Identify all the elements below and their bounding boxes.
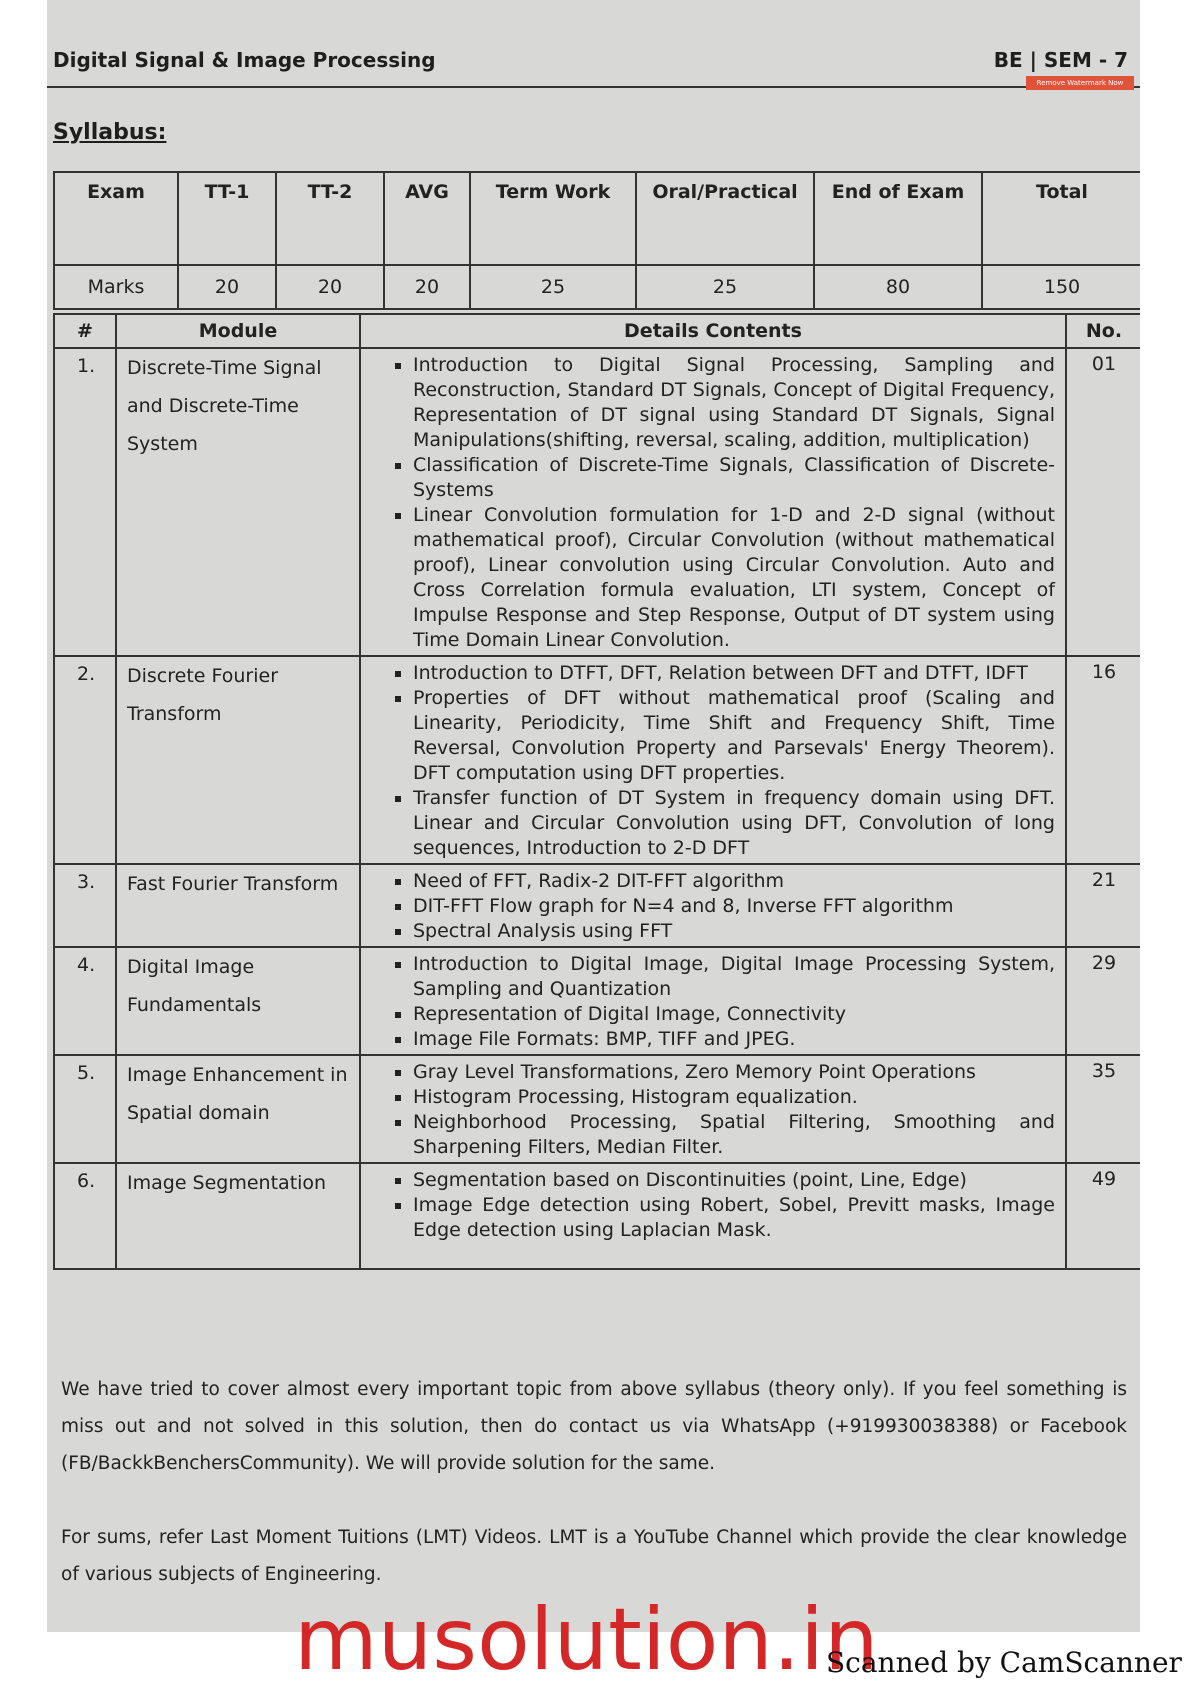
page-number: 49 xyxy=(1066,1163,1140,1269)
exam-marks-row xyxy=(54,265,1140,309)
exam-header-cell: TT-2 xyxy=(276,172,384,265)
exam-header-row xyxy=(54,172,1140,265)
table-row xyxy=(54,656,1140,864)
syllabus-heading: Syllabus: xyxy=(53,120,167,145)
exam-value-cell: 20 xyxy=(276,265,384,309)
module-details xyxy=(360,1055,1066,1163)
subject-title: Digital Signal & Image Processing xyxy=(53,48,436,72)
syllabus-header-row xyxy=(54,314,1140,348)
module-name: Digital Image Fundamentals xyxy=(116,947,360,1055)
exam-value-cell: Marks xyxy=(54,265,178,309)
module-name: Fast Fourier Transform xyxy=(116,864,360,947)
exam-marks-table xyxy=(53,171,1140,310)
module-name: Image Segmentation xyxy=(116,1163,360,1269)
module-name: Discrete-Time Signal and Discrete-Time System xyxy=(116,348,360,656)
detail-item: ▪ Neighborhood Processing, Spatial Filtering, Smoothing and Sharpening Filters, Median Filter. xyxy=(413,1110,1055,1160)
exam-header-cell: End of Exam xyxy=(814,172,982,265)
module-number: 5. xyxy=(54,1055,116,1163)
exam-header-cell: Oral/Practical xyxy=(636,172,814,265)
detail-item: ▪ DIT-FFT Flow graph for N=4 and 8, Inverse FFT algorithm xyxy=(413,894,1055,919)
module-details xyxy=(360,947,1066,1055)
detail-item: ▪ Need of FFT, Radix-2 DIT-FFT algorithm xyxy=(413,869,1055,894)
detail-item: ▪ Introduction to Digital Image, Digital Image Processing System, Sampling and Quantization xyxy=(413,952,1055,1002)
module-number: 3. xyxy=(54,864,116,947)
detail-item: ▪ Linear Convolution formulation for 1-D and 2-D signal (without mathematical proof), Circular Convolution (without mathematical proof), Linear convolution using Circular Convolution. Auto and Cross Correlation formula evaluation, LTI system, Concept of Impulse Response and Step Response, Output of DT system using Time Domain Linear Convolution. xyxy=(413,503,1055,653)
exam-header-cell: AVG xyxy=(384,172,470,265)
module-number: 4. xyxy=(54,947,116,1055)
exam-value-cell: 20 xyxy=(178,265,276,309)
exam-value-cell: 80 xyxy=(814,265,982,309)
syllabus-table xyxy=(53,313,1140,1270)
semester-label: BE | SEM - 7 xyxy=(993,48,1128,72)
detail-item: ▪ Properties of DFT without mathematical proof (Scaling and Linearity, Periodicity, Time Shift and Frequency Shift, Time Reversal, Convolution Property and Parsevals' Energy Theorem). DFT computation using DFT properties. xyxy=(413,686,1055,786)
module-details xyxy=(360,656,1066,864)
module-details xyxy=(360,348,1066,656)
exam-value-cell: 25 xyxy=(470,265,636,309)
detail-item: ▪ Classification of Discrete-Time Signals, Classification of Discrete-Systems xyxy=(413,453,1055,503)
detail-item: ▪ Transfer function of DT System in frequency domain using DFT. Linear and Circular Convolution using DFT, Convolution of long sequences, Introduction to 2-D DFT xyxy=(413,786,1055,861)
remove-watermark-button[interactable]: Remove Watermark Now xyxy=(1026,76,1134,90)
table-row xyxy=(54,1055,1140,1163)
detail-item: ▪ Segmentation based on Discontinuities (point, Line, Edge) xyxy=(413,1168,1055,1193)
table-row xyxy=(54,348,1140,656)
page-number: 21 xyxy=(1066,864,1140,947)
module-name: Discrete Fourier Transform xyxy=(116,656,360,864)
contact-paragraph: We have tried to cover almost every important topic from above syllabus (theory only). If you feel something is miss out and not solved in this solution, then do contact us via WhatsApp (+919930038388) or Facebook (FB/BackkBenchersCommunity). We will provide solution for the same. xyxy=(61,1378,1127,1474)
header-divider xyxy=(47,86,1140,88)
col-header-details: Details Contents xyxy=(360,314,1066,348)
detail-item: ▪ Introduction to Digital Signal Processing, Sampling and Reconstruction, Standard DT Signals, Concept of Digital Frequency, Representation of DT signal using Standard DT Signals, Signal Manipulations(shifting, reversal, scaling, addition, multiplication) xyxy=(413,353,1055,453)
camscanner-label: Scanned by CamScanner xyxy=(826,1646,1182,1679)
module-details xyxy=(360,864,1066,947)
col-header-number: # xyxy=(54,314,116,348)
module-number: 6. xyxy=(54,1163,116,1269)
module-details xyxy=(360,1163,1066,1269)
table-row xyxy=(54,1163,1140,1269)
module-number: 2. xyxy=(54,656,116,864)
page-number: 01 xyxy=(1066,348,1140,656)
table-row xyxy=(54,864,1140,947)
detail-item: ▪ Introduction to DTFT, DFT, Relation between DFT and DTFT, IDFT xyxy=(413,661,1055,686)
page-number: 16 xyxy=(1066,656,1140,864)
page-number: 29 xyxy=(1066,947,1140,1055)
detail-item: ▪ Image Edge detection using Robert, Sobel, Previtt masks, Image Edge detection using Laplacian Mask. xyxy=(413,1193,1055,1243)
detail-item: ▪ Gray Level Transformations, Zero Memory Point Operations xyxy=(413,1060,1055,1085)
lmt-paragraph: For sums, refer Last Moment Tuitions (LMT) Videos. LMT is a YouTube Channel which provide the clear knowledge of various subjects of Engineering. xyxy=(61,1526,1127,1585)
table-row xyxy=(54,947,1140,1055)
exam-header-cell: TT-1 xyxy=(178,172,276,265)
module-name: Image Enhancement in Spatial domain xyxy=(116,1055,360,1163)
exam-value-cell: 20 xyxy=(384,265,470,309)
detail-item: ▪ Image File Formats: BMP, TIFF and JPEG. xyxy=(413,1027,1055,1052)
module-number: 1. xyxy=(54,348,116,656)
col-header-no: No. xyxy=(1066,314,1140,348)
col-header-module: Module xyxy=(116,314,360,348)
exam-header-cell: Total xyxy=(982,172,1140,265)
detail-item: ▪ Spectral Analysis using FFT xyxy=(413,919,1055,944)
exam-value-cell: 25 xyxy=(636,265,814,309)
site-watermark: musolution.in xyxy=(294,1590,879,1690)
exam-header-cell: Exam xyxy=(54,172,178,265)
exam-value-cell: 150 xyxy=(982,265,1140,309)
detail-item: ▪ Histogram Processing, Histogram equalization. xyxy=(413,1085,1055,1110)
detail-item: ▪ Representation of Digital Image, Connectivity xyxy=(413,1002,1055,1027)
scanned-page xyxy=(47,0,1140,1632)
exam-header-cell: Term Work xyxy=(470,172,636,265)
page-number: 35 xyxy=(1066,1055,1140,1163)
